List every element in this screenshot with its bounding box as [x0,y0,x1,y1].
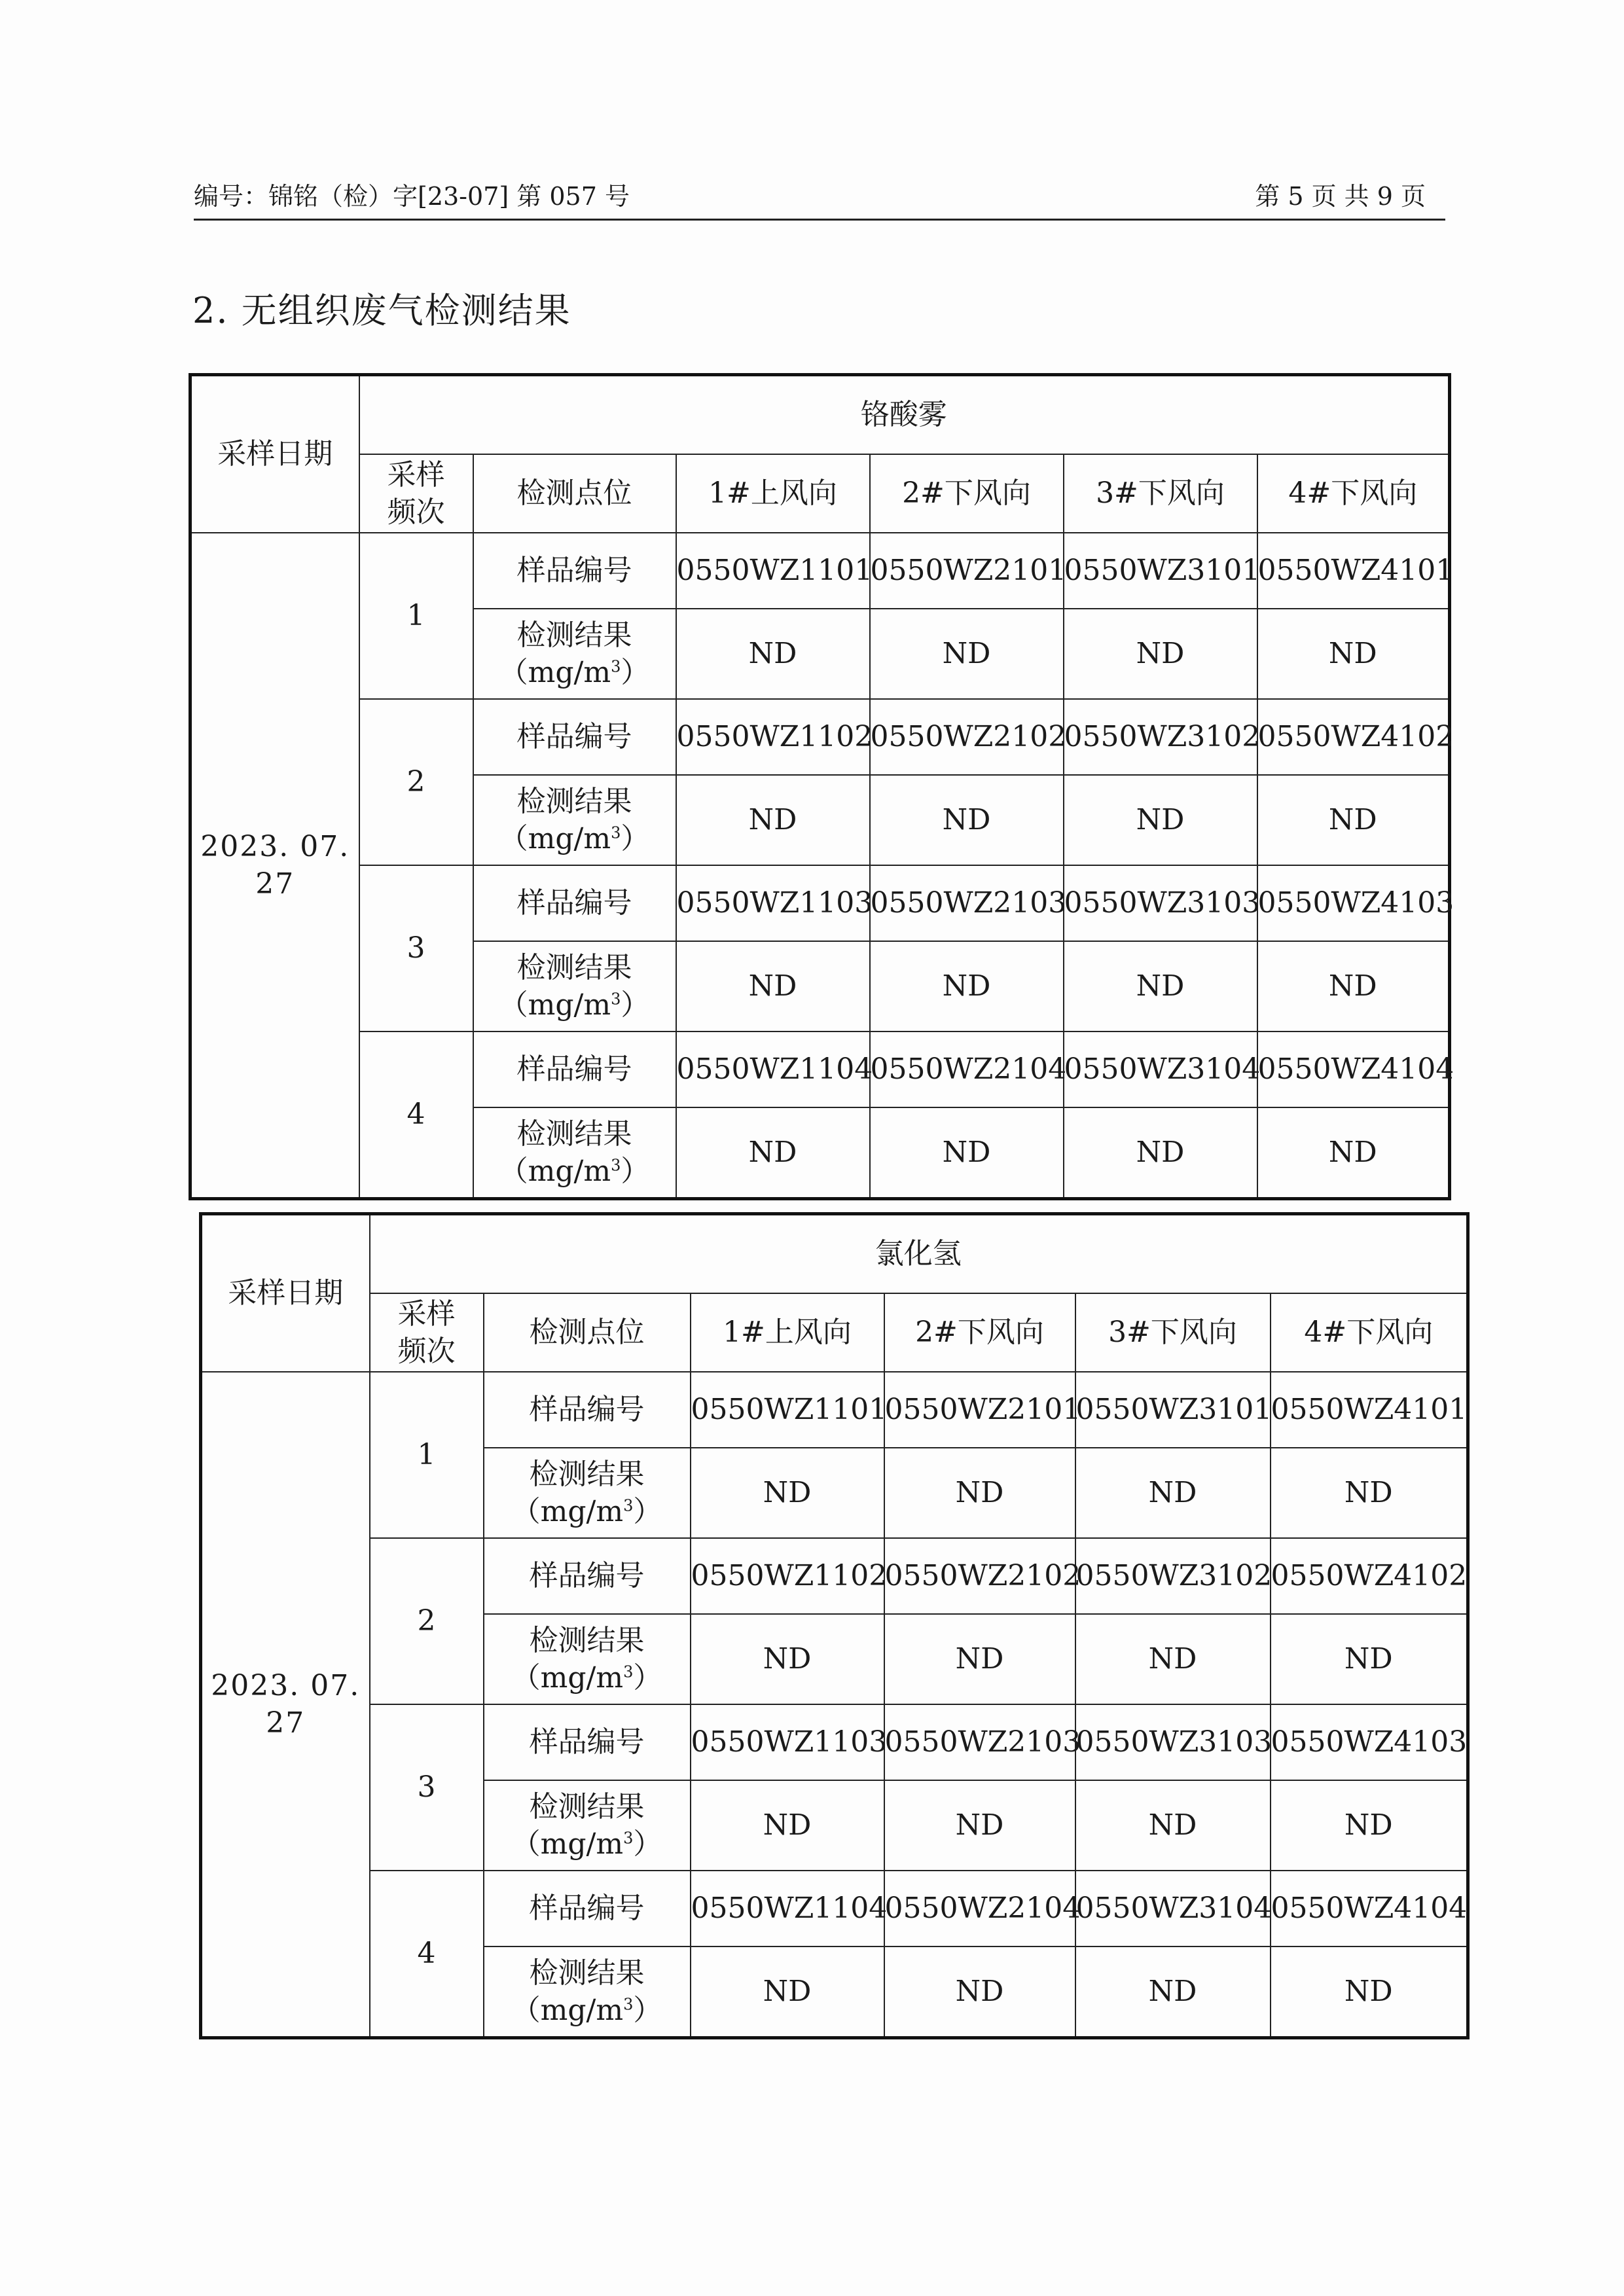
result-cell: ND [1075,1780,1271,1871]
sample-id-row [190,1031,1450,1107]
sample-id-label: 样品编号 [473,1031,676,1107]
page-indicator: 第 5 页 共 9 页 [1255,182,1426,211]
point-header: 3#下风向 [1064,454,1257,533]
sampling-date-cell [201,1372,370,2038]
sample-id-label: 样品编号 [484,1871,691,1946]
result-cell: ND [884,1614,1075,1704]
sample-id-cell: 0550WZ2104 [884,1871,1075,1946]
result-label-line1: 检测结果 [516,1117,632,1151]
sample-id-cell: 0550WZ3103 [1064,865,1257,941]
sampling-date-label: 采样日期 [217,437,333,471]
sample-id-cell: 0550WZ1104 [676,1031,870,1107]
result-cell: ND [1257,775,1450,865]
unit-prefix: （mg/m [511,1495,624,1528]
unit-exponent: 3 [623,1829,634,1848]
frequency-cell: 1 [370,1372,484,1538]
result-cell: ND [1271,1448,1468,1538]
result-cell: ND [1271,1614,1468,1704]
sample-id-cell: 0550WZ4102 [1257,699,1450,775]
result-label [484,1448,691,1538]
frequency-header-line2: 频次 [397,1335,456,1368]
sample-id-row [201,1538,1468,1614]
frequency-header [370,1293,484,1372]
sample-id-cell: 0550WZ1101 [691,1372,884,1448]
unit-suffix: ） [621,656,650,689]
sample-id-row [190,699,1450,775]
unit-suffix: ） [633,1827,662,1861]
frequency-cell: 3 [359,865,473,1031]
result-table [199,1212,1470,2039]
unit-suffix: ） [621,988,650,1022]
sample-id-row [201,1372,1468,1448]
sample-id-label: 样品编号 [473,865,676,941]
sampling-date-line1: 2023. 07. [200,829,350,863]
unit-suffix: ） [621,822,650,855]
pollutant-name: 铬酸雾 [359,375,1450,455]
sample-id-cell: 0550WZ2103 [870,865,1064,941]
frequency-header [359,454,473,533]
sample-id-label: 样品编号 [473,533,676,609]
result-cell: ND [691,1780,884,1871]
frequency-cell: 2 [359,699,473,865]
sample-id-row [201,1871,1468,1946]
point-header: 4#下风向 [1271,1293,1468,1372]
column-header-row [201,1293,1468,1372]
result-label-line1: 检测结果 [516,784,632,818]
result-label-line1: 检测结果 [529,1457,645,1491]
sample-id-cell: 0550WZ2104 [870,1031,1064,1107]
location-header: 检测点位 [484,1293,691,1372]
result-label [484,1614,691,1704]
result-unit [474,986,676,1024]
sample-id-cell: 0550WZ3104 [1064,1031,1257,1107]
result-cell: ND [884,1780,1075,1871]
sample-id-label: 样品编号 [484,1704,691,1780]
result-cell: ND [1271,1780,1468,1871]
sampling-date-line1: 2023. 07. [211,1668,361,1702]
sample-id-row [190,533,1450,609]
sample-id-cell: 0550WZ3102 [1064,699,1257,775]
result-cell: ND [691,1448,884,1538]
point-header: 4#下风向 [1257,454,1450,533]
unit-prefix: （mg/m [499,988,611,1022]
point-header: 1#上风向 [676,454,870,533]
sampling-date-header [201,1214,370,1372]
location-header: 检测点位 [473,454,676,533]
sample-id-label: 样品编号 [484,1372,691,1448]
sample-id-label: 样品编号 [484,1538,691,1614]
result-unit [484,1825,690,1863]
unit-suffix: ） [633,1495,662,1528]
point-header: 3#下风向 [1075,1293,1271,1372]
unit-prefix: （mg/m [499,1155,611,1188]
sample-id-row [190,865,1450,941]
result-label [473,775,676,865]
unit-prefix: （mg/m [511,1994,624,2027]
result-cell: ND [870,1107,1064,1199]
frequency-header-line1: 采样 [387,457,445,492]
unit-suffix: ） [633,1994,662,2027]
result-unit [474,820,676,857]
result-cell: ND [1075,1946,1271,2038]
sample-id-cell: 0550WZ1101 [676,533,870,609]
unit-exponent: 3 [623,1496,634,1515]
sample-id-cell: 0550WZ3101 [1075,1372,1271,1448]
unit-prefix: （mg/m [499,822,611,855]
result-cell: ND [1064,609,1257,699]
point-header: 2#下风向 [870,454,1064,533]
sample-id-cell: 0550WZ2103 [884,1704,1075,1780]
sample-id-cell: 0550WZ2101 [870,533,1064,609]
sample-id-cell: 0550WZ3101 [1064,533,1257,609]
sample-id-cell: 0550WZ3103 [1075,1704,1271,1780]
unit-exponent: 3 [611,1156,621,1175]
frequency-header-line1: 采样 [397,1297,456,1331]
result-cell: ND [870,775,1064,865]
result-unit [474,1153,676,1190]
result-label [473,941,676,1031]
unit-prefix: （mg/m [511,1661,624,1695]
unit-suffix: ） [633,1661,662,1695]
unit-exponent: 3 [611,657,621,676]
sample-id-cell: 0550WZ3104 [1075,1871,1271,1946]
sample-id-cell: 0550WZ1103 [676,865,870,941]
result-cell: ND [870,941,1064,1031]
sample-id-cell: 0550WZ4104 [1271,1871,1468,1946]
unit-exponent: 3 [611,990,621,1009]
frequency-header-line2: 频次 [387,495,445,529]
sample-id-cell: 0550WZ4104 [1257,1031,1450,1107]
result-cell: ND [676,775,870,865]
sample-id-cell: 0550WZ4103 [1271,1704,1468,1780]
document-number: 编号：锦铭（检）字[23-07] 第 057 号 [194,182,630,211]
result-cell: ND [1257,941,1450,1031]
result-cell: ND [884,1448,1075,1538]
result-cell: ND [1064,775,1257,865]
frequency-cell: 1 [359,533,473,699]
result-cell: ND [691,1614,884,1704]
sample-id-label: 样品编号 [473,699,676,775]
sample-id-cell: 0550WZ2101 [884,1372,1075,1448]
unit-suffix: ） [621,1155,650,1188]
sample-id-cell: 0550WZ1102 [676,699,870,775]
result-label-line1: 检测结果 [529,1623,645,1657]
sampling-date-cell [190,533,359,1199]
result-cell: ND [1257,609,1450,699]
result-cell: ND [1064,941,1257,1031]
result-cell: ND [870,609,1064,699]
sampling-date-line2: 27 [255,867,295,901]
result-unit [484,1659,690,1696]
result-cell: ND [1075,1614,1271,1704]
result-label [484,1946,691,2038]
unit-exponent: 3 [623,1662,634,1681]
result-label [473,1107,676,1199]
frequency-cell: 4 [370,1871,484,2038]
result-label [473,609,676,699]
result-cell: ND [676,1107,870,1199]
result-unit [484,1493,690,1530]
pollutant-header-row [190,375,1450,455]
sampling-date-label: 采样日期 [228,1276,344,1310]
sample-id-cell: 0550WZ4102 [1271,1538,1468,1614]
result-label-line1: 检测结果 [529,1789,645,1823]
point-header: 2#下风向 [884,1293,1075,1372]
result-label [484,1780,691,1871]
result-cell: ND [1257,1107,1450,1199]
sample-id-cell: 0550WZ2102 [870,699,1064,775]
frequency-cell: 4 [359,1031,473,1199]
pollutant-header-row [201,1214,1468,1294]
sample-id-cell: 0550WZ1102 [691,1538,884,1614]
sample-id-cell: 0550WZ1103 [691,1704,884,1780]
sample-id-cell: 0550WZ4101 [1257,533,1450,609]
sample-id-cell: 0550WZ1104 [691,1871,884,1946]
unit-prefix: （mg/m [499,656,611,689]
result-table [189,373,1454,1200]
page-header [194,178,1445,221]
column-header-row [190,454,1450,533]
unit-exponent: 3 [623,1995,634,2014]
result-cell: ND [884,1946,1075,2038]
sample-id-cell: 0550WZ4101 [1271,1372,1468,1448]
result-label-line1: 检测结果 [529,1956,645,1990]
sampling-date-header [190,375,359,533]
result-unit [484,1992,690,2029]
unit-prefix: （mg/m [511,1827,624,1861]
section-title: 2. 无组织废气检测结果 [192,290,571,331]
result-label-line1: 检测结果 [516,618,632,652]
result-cell: ND [1064,1107,1257,1199]
sample-id-row [201,1704,1468,1780]
sample-id-cell: 0550WZ2102 [884,1538,1075,1614]
unit-exponent: 3 [611,823,621,842]
result-cell: ND [1075,1448,1271,1538]
result-unit [474,654,676,691]
frequency-cell: 3 [370,1704,484,1871]
result-cell: ND [676,941,870,1031]
point-header: 1#上风向 [691,1293,884,1372]
result-cell: ND [1271,1946,1468,2038]
frequency-cell: 2 [370,1538,484,1704]
result-cell: ND [691,1946,884,2038]
sample-id-cell: 0550WZ4103 [1257,865,1450,941]
sample-id-cell: 0550WZ3102 [1075,1538,1271,1614]
sampling-date-line2: 27 [266,1706,306,1740]
pollutant-name: 氯化氢 [370,1214,1468,1294]
result-label-line1: 检测结果 [516,950,632,984]
result-cell: ND [676,609,870,699]
